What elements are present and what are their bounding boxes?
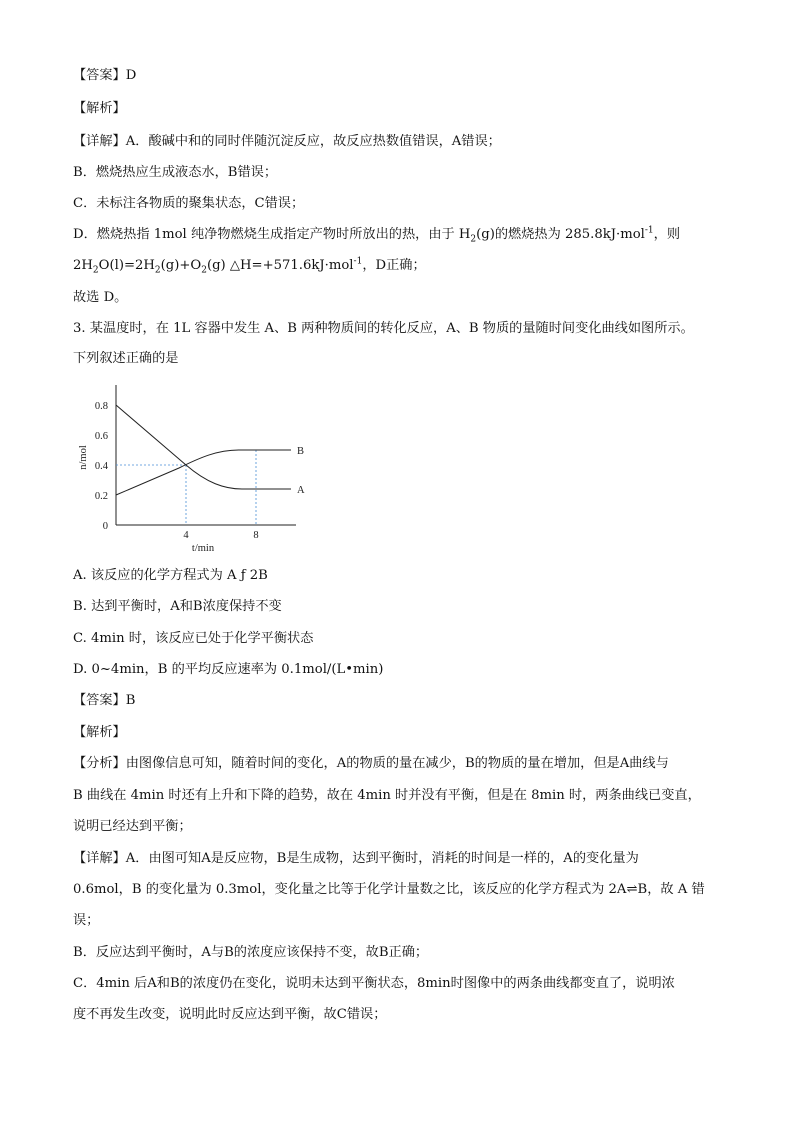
detail-d-text-1: D．燃烧热指 1mol 纯净物燃烧生成指定产物时所放出的热，由于 H xyxy=(73,227,471,242)
answer-tag: 【答案】 xyxy=(73,693,126,708)
subscript: 2 xyxy=(92,265,99,276)
y-tick-label: 0 xyxy=(102,521,108,532)
option-c: C. 4min 时，该反应已处于化学平衡状态 xyxy=(73,631,314,646)
answer-value: D xyxy=(125,68,137,83)
superscript: -1 xyxy=(353,256,363,267)
answer-line-1 xyxy=(73,67,136,85)
y-axis-label: n/mol xyxy=(78,445,89,470)
detail-line-c: C．未标注各物质的聚集状态，C错误； xyxy=(73,196,305,211)
series-A-label: A xyxy=(297,485,305,496)
y-tick-label: 0.6 xyxy=(94,431,108,442)
series-B-line xyxy=(116,450,291,495)
option-a: A. 该反应的化学方程式为 A ƒ 2B xyxy=(73,568,268,583)
detail-d-text-2: (g)的燃烧热为 285.8kJ·mol xyxy=(476,227,645,242)
eq-part-3: (g)+O xyxy=(160,258,202,273)
option-b: B. 达到平衡时，A和B浓度保持不变 xyxy=(73,599,282,614)
y-tick-label: 0.2 xyxy=(94,491,108,502)
detail-line-d-1 xyxy=(73,226,680,244)
analysis-heading-2: 【解析】 xyxy=(73,725,126,740)
fenxi-line-2: B 曲线在 4min 时还有上升和下降的趋势，故在 4min 时并没有平衡，但是在 8min 时，两条曲线已变直， xyxy=(73,788,701,803)
answer-value: B xyxy=(125,693,136,708)
x-axis-label: t/min xyxy=(191,543,215,554)
subscript: 2 xyxy=(154,265,161,276)
fenxi-line-1: 【分析】由图像信息可知，随着时间的变化，A的物质的量在减少，B的物质的量在增加，但是A曲线与 xyxy=(73,756,669,771)
subscript: 2 xyxy=(470,234,477,245)
detail2-line-5: C．4min 后A和B的浓度仍在变化，说明未达到平衡状态，8min时图像中的两条曲线都变直了，说明浓 xyxy=(73,976,675,991)
detail2-line-3: 误； xyxy=(73,913,100,928)
subscript: 2 xyxy=(201,265,207,276)
series-A-line xyxy=(116,405,291,489)
detail2-line-4: B．反应达到平衡时，A与B的浓度应该保持不变，故B正确； xyxy=(73,945,429,960)
series-B-label: B xyxy=(297,446,305,457)
detail-line-a xyxy=(73,133,501,151)
x-tick-label: 4 xyxy=(183,530,189,541)
detail2-line-6: 度不再发生改变，说明此时反应达到平衡，故C错误； xyxy=(73,1007,387,1022)
detail-a-text: A．酸碱中和的同时伴随沉淀反应，故反应热数值错误，A错误； xyxy=(125,134,501,149)
detail-line-b: B．燃烧热应生成液态水，B错误； xyxy=(73,165,278,180)
y-tick-label: 0.8 xyxy=(94,401,108,412)
eq-part-4: (g) △H=+571.6kJ·mol xyxy=(206,258,354,273)
answer-tag: 【答案】 xyxy=(73,68,126,83)
y-tick-label: 0.4 xyxy=(94,461,108,472)
answer-line-2 xyxy=(73,692,135,710)
analysis-heading-1: 【解析】 xyxy=(73,101,126,116)
option-d: D. 0~4min，B 的平均反应速率为 0.1mol/(L•min) xyxy=(73,662,384,677)
question-3-line-1: 3. 某温度时，在 1L 容器中发生 A、B 两种物质间的转化反应，A、B 物质的量随时间变化曲线如图所示。 xyxy=(73,321,694,336)
detail2-line-1: 【详解】A．由图可知A是反应物，B是生成物，达到平衡时，消耗的时间是一样的，A的变化量为 xyxy=(73,851,639,866)
x-tick-label: 8 xyxy=(253,530,259,541)
amount-time-chart xyxy=(76,382,306,557)
detail-tag: 【详解】 xyxy=(73,134,126,149)
question-3-line-2: 下列叙述正确的是 xyxy=(73,351,179,366)
eq-part-2: O(l)=2H xyxy=(98,258,155,273)
conclusion-line: 故选 D。 xyxy=(73,290,128,305)
eq-part-1: 2H xyxy=(73,258,93,273)
superscript: -1 xyxy=(644,225,654,236)
fenxi-line-3: 说明已经达到平衡； xyxy=(73,819,192,834)
detail-line-d-2 xyxy=(73,257,426,275)
detail2-line-2: 0.6mol，B 的变化量为 0.3mol，变化量之比等于化学计量数之比，该反应的化学方程式为 2A⇌B，故 A 错 xyxy=(73,882,705,897)
eq-part-5: ，D正确； xyxy=(362,258,426,273)
detail-d-text-3: ，则 xyxy=(653,227,681,242)
